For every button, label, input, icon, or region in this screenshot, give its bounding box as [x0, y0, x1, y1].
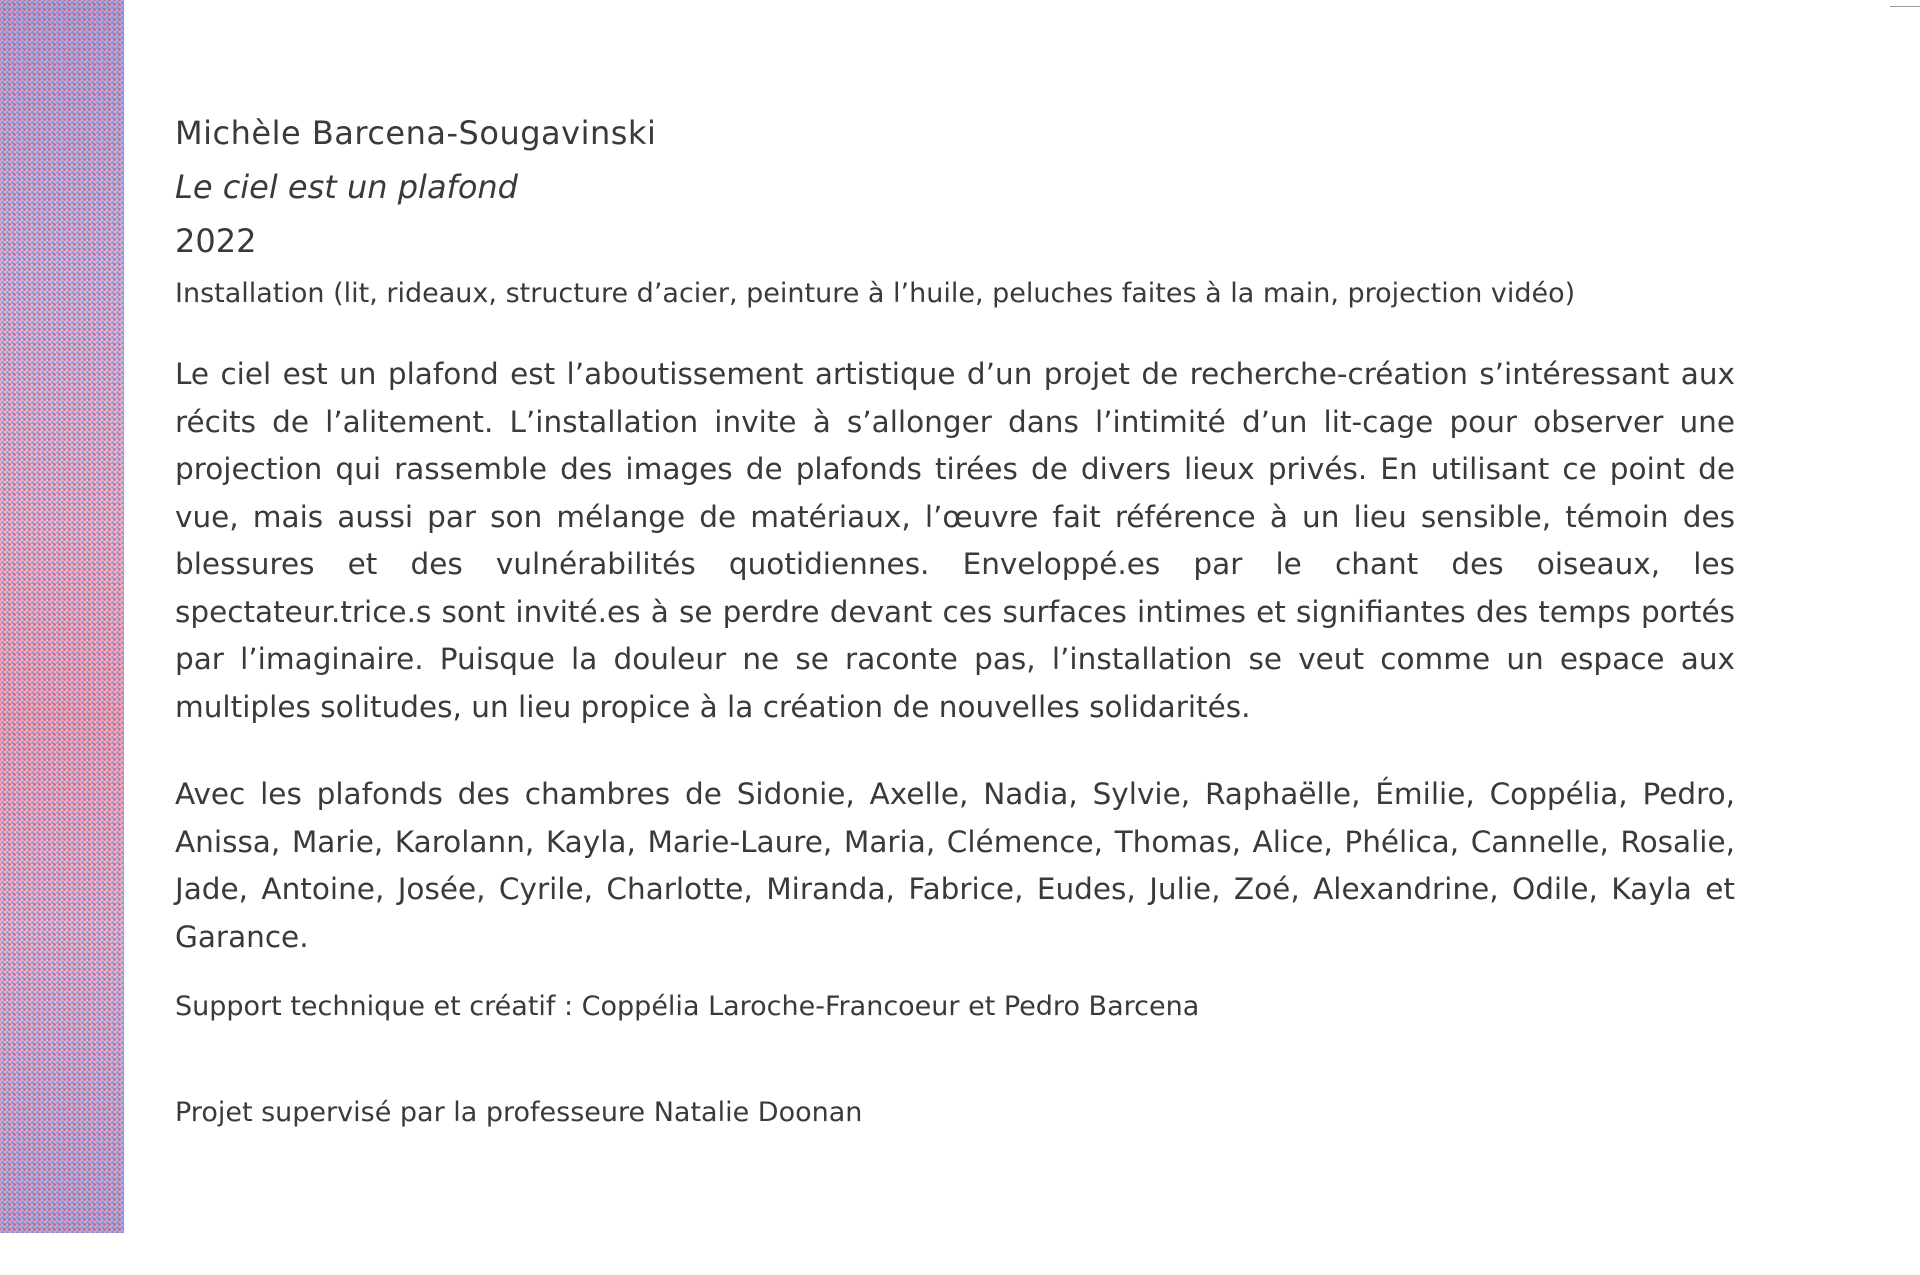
artist-name: Michèle Barcena-Sougavinski: [175, 114, 657, 152]
acknowledgements: Avec les plafonds des chambres de Sidonie, Axelle, Nadia, Sylvie, Raphaëlle, Émilie, Coppélia, Pedro, Anissa, Marie, Karolann, Kayla, Marie-Laure, Maria, Clémence, Thomas, Alice, Phélica, Cannelle, Rosalie, Jade, Antoine, Josée, Cyrile, Charlotte, Miranda, Fabrice, Eudes, Julie, Zoé, Alexandrine, Odile, Kayla et Garance.: [175, 777, 1735, 954]
credits-support: Support technique et créatif : Coppélia Laroche-Francoeur et Pedro Barcena: [175, 991, 1200, 1022]
decorative-halftone-band: [0, 0, 124, 1233]
artwork-title: Le ciel est un plafond: [175, 168, 518, 206]
artwork-description: Le ciel est un plafond est l’aboutissement artistique d’un projet de recherche-création s’intéressant aux récits de l’alitement. L’installation invite à s’allonger dans l’intimité d’un lit-cage pour observer une projection qui rassemble des images de plafonds tirées de divers lieux privés. En utilisant ce point de vue, mais aussi par son mélange de matériaux, l’œuvre fait référence à un lieu sensible, témoin des blessures et des vulnérabilités quotidiennes. Enveloppé.es par le chant des oiseaux, les spectateur.trice.s sont invité.es à se perdre devant ces surfaces intimes et signifiantes des temps portés par l’imaginaire. Puisque la douleur ne se raconte pas, l’installation se veut comme un espace aux multiples solitudes, un lieu propice à la création de nouvelles solidarités.: [175, 357, 1735, 724]
crop-mark: [1890, 6, 1920, 7]
artwork-medium: Installation (lit, rideaux, structure d’acier, peinture à l’huile, peluches faites à la main, projection vidéo): [175, 278, 1576, 309]
artwork-year: 2022: [175, 222, 257, 260]
artwork-label: [175, 112, 1735, 1133]
credits-supervised: Projet supervisé par la professeure Natalie Doonan: [175, 1097, 863, 1128]
